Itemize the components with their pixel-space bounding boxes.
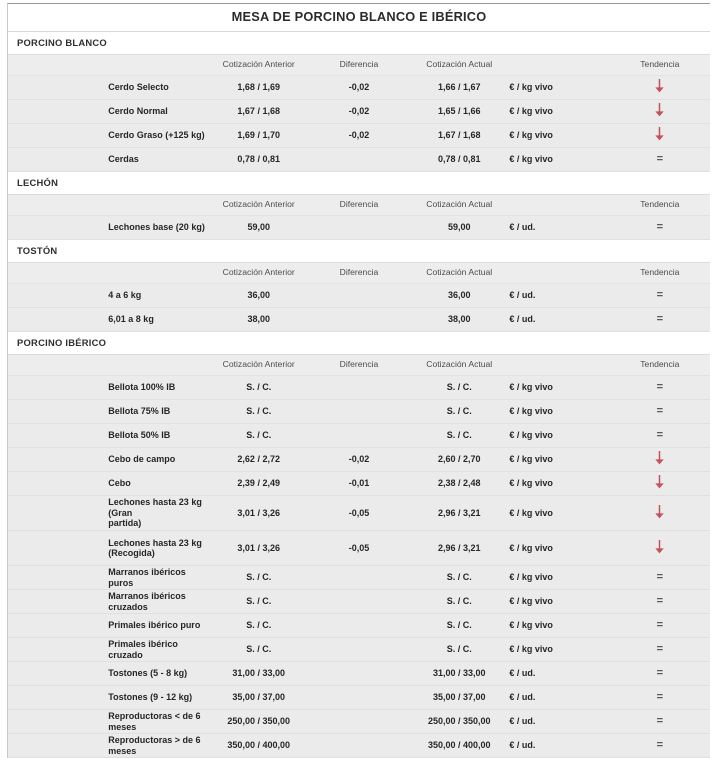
column-header-spacer xyxy=(8,195,108,216)
row-spacer xyxy=(8,448,108,472)
row-concept-name xyxy=(108,496,208,531)
table-row xyxy=(8,76,710,100)
column-header-spacer xyxy=(8,55,108,76)
row-previous-price: 250,00 / 350,00 xyxy=(209,710,309,734)
row-previous-price: S. / C. xyxy=(209,424,309,448)
equals-icon xyxy=(610,148,710,172)
row-difference xyxy=(309,566,409,590)
row-difference: -0,01 xyxy=(309,472,409,496)
row-previous-price: 3,01 / 3,26 xyxy=(209,496,309,531)
row-spacer xyxy=(8,216,108,240)
row-unit: € / kg vivo xyxy=(509,424,609,448)
row-current-price: 1,66 / 1,67 xyxy=(409,76,509,100)
row-spacer xyxy=(8,308,108,332)
equals-icon-glyph: = xyxy=(656,643,664,655)
section-title: PORCINO IBÉRICO xyxy=(8,332,710,355)
row-unit: € / kg vivo xyxy=(509,148,609,172)
row-spacer xyxy=(8,100,108,124)
table-row xyxy=(8,734,710,758)
equals-icon xyxy=(610,376,710,400)
row-concept-line: Tostones (5 - 8 kg) xyxy=(108,668,188,679)
equals-icon-glyph: = xyxy=(656,153,664,165)
row-current-price: S. / C. xyxy=(409,566,509,590)
section-header-row xyxy=(8,32,710,55)
row-spacer xyxy=(8,710,108,734)
row-difference xyxy=(309,400,409,424)
row-current-price: S. / C. xyxy=(409,424,509,448)
equals-icon-glyph: = xyxy=(656,595,664,607)
table-row xyxy=(8,472,710,496)
column-header-current: Cotización Actual xyxy=(409,263,509,284)
table-row xyxy=(8,216,710,240)
equals-icon xyxy=(610,308,710,332)
equals-icon xyxy=(610,424,710,448)
row-difference: -0,02 xyxy=(309,124,409,148)
row-previous-price: 2,39 / 2,49 xyxy=(209,472,309,496)
row-current-price: S. / C. xyxy=(409,614,509,638)
arrow-down-icon-glyph xyxy=(654,451,665,465)
table-row xyxy=(8,566,710,590)
column-header-previous: Cotización Anterior xyxy=(209,195,309,216)
row-spacer xyxy=(8,400,108,424)
row-concept-line: partida) xyxy=(108,518,142,529)
row-spacer xyxy=(8,686,108,710)
row-current-price: S. / C. xyxy=(409,590,509,614)
arrow-down-icon-glyph xyxy=(654,79,665,93)
column-header-trend: Tendencia xyxy=(610,263,710,284)
equals-icon-glyph: = xyxy=(656,405,664,417)
row-current-price: 0,78 / 0,81 xyxy=(409,148,509,172)
row-concept-line: Reproductoras > de 6 meses xyxy=(108,735,201,756)
equals-icon-glyph: = xyxy=(656,381,664,393)
row-concept-line: Cebo xyxy=(108,478,131,489)
table-row xyxy=(8,100,710,124)
row-current-price: S. / C. xyxy=(409,638,509,662)
column-header-previous: Cotización Anterior xyxy=(209,55,309,76)
row-concept-name xyxy=(108,566,208,590)
arrow-down-icon xyxy=(610,496,710,531)
row-spacer xyxy=(8,531,108,566)
row-previous-price: 2,62 / 2,72 xyxy=(209,448,309,472)
row-current-price: S. / C. xyxy=(409,376,509,400)
row-previous-price: 1,67 / 1,68 xyxy=(209,100,309,124)
row-unit: € / ud. xyxy=(509,734,609,758)
row-spacer xyxy=(8,148,108,172)
row-difference xyxy=(309,662,409,686)
row-concept-name xyxy=(108,638,208,662)
row-spacer xyxy=(8,590,108,614)
row-difference xyxy=(309,308,409,332)
row-current-price: 2,96 / 3,21 xyxy=(409,496,509,531)
row-concept-name xyxy=(108,448,208,472)
arrow-down-icon xyxy=(610,124,710,148)
row-concept-name xyxy=(108,686,208,710)
table-row xyxy=(8,148,710,172)
equals-icon xyxy=(610,734,710,758)
row-previous-price: 350,00 / 400,00 xyxy=(209,734,309,758)
equals-icon-glyph: = xyxy=(656,715,664,727)
column-header-row xyxy=(8,263,710,284)
row-difference: -0,02 xyxy=(309,448,409,472)
row-unit: € / kg vivo xyxy=(509,531,609,566)
row-previous-price: 1,69 / 1,70 xyxy=(209,124,309,148)
row-concept-name xyxy=(108,710,208,734)
equals-icon-glyph: = xyxy=(656,571,664,583)
row-previous-price: S. / C. xyxy=(209,590,309,614)
row-concept-line: Primales ibérico cruzado xyxy=(108,639,178,660)
equals-icon xyxy=(610,638,710,662)
row-previous-price: S. / C. xyxy=(209,400,309,424)
row-previous-price: 1,68 / 1,69 xyxy=(209,76,309,100)
row-previous-price: 31,00 / 33,00 xyxy=(209,662,309,686)
column-header-difference: Diferencia xyxy=(309,263,409,284)
section-title: LECHÓN xyxy=(8,172,710,195)
equals-icon xyxy=(610,284,710,308)
column-header-unit xyxy=(509,263,609,284)
row-unit: € / ud. xyxy=(509,662,609,686)
equals-icon-glyph: = xyxy=(656,667,664,679)
row-concept-name xyxy=(108,472,208,496)
row-concept-line: Lechones hasta 23 kg xyxy=(108,537,202,548)
row-current-price: 1,65 / 1,66 xyxy=(409,100,509,124)
row-current-price: 38,00 xyxy=(409,308,509,332)
row-concept-name xyxy=(108,284,208,308)
row-previous-price: S. / C. xyxy=(209,566,309,590)
row-concept-line: Cerdas xyxy=(108,154,139,165)
row-concept-name xyxy=(108,216,208,240)
equals-icon-glyph: = xyxy=(656,313,664,325)
row-concept-line: Bellota 75% IB xyxy=(108,406,171,417)
row-current-price: 2,96 / 3,21 xyxy=(409,531,509,566)
row-difference xyxy=(309,590,409,614)
row-spacer xyxy=(8,376,108,400)
row-current-price: 250,00 / 350,00 xyxy=(409,710,509,734)
equals-icon-glyph: = xyxy=(656,619,664,631)
equals-icon xyxy=(610,686,710,710)
row-spacer xyxy=(8,124,108,148)
row-unit: € / ud. xyxy=(509,284,609,308)
table-row xyxy=(8,710,710,734)
row-current-price: 36,00 xyxy=(409,284,509,308)
row-current-price: 31,00 / 33,00 xyxy=(409,662,509,686)
row-unit: € / ud. xyxy=(509,308,609,332)
row-concept-line: Reproductoras < de 6 meses xyxy=(108,711,201,732)
table-row xyxy=(8,638,710,662)
equals-icon xyxy=(610,590,710,614)
row-unit: € / ud. xyxy=(509,216,609,240)
row-unit: € / kg vivo xyxy=(509,400,609,424)
table-row xyxy=(8,686,710,710)
row-concept-line: Cebo de campo xyxy=(108,454,176,465)
row-current-price: 350,00 / 400,00 xyxy=(409,734,509,758)
price-table xyxy=(8,4,710,758)
row-previous-price: S. / C. xyxy=(209,376,309,400)
row-concept-line: Cerdo Graso (+125 kg) xyxy=(108,130,205,141)
row-spacer xyxy=(8,614,108,638)
arrow-down-icon-glyph xyxy=(654,103,665,117)
row-previous-price: 3,01 / 3,26 xyxy=(209,531,309,566)
row-concept-line: Marranos ibéricos puros xyxy=(108,567,186,588)
row-concept-line: Primales ibérico puro xyxy=(108,620,201,631)
row-concept-name xyxy=(108,614,208,638)
row-unit: € / kg vivo xyxy=(509,376,609,400)
equals-icon xyxy=(610,614,710,638)
row-concept-name xyxy=(108,376,208,400)
equals-icon-glyph: = xyxy=(656,739,664,751)
table-row xyxy=(8,662,710,686)
column-header-spacer xyxy=(8,263,108,284)
column-header-current: Cotización Actual xyxy=(409,55,509,76)
row-concept-line: Tostones (9 - 12 kg) xyxy=(108,692,193,703)
row-spacer xyxy=(8,424,108,448)
row-concept-line: 4 a 6 kg xyxy=(108,290,142,301)
row-current-price: 59,00 xyxy=(409,216,509,240)
row-concept-name xyxy=(108,148,208,172)
table-row xyxy=(8,284,710,308)
row-difference xyxy=(309,216,409,240)
arrow-down-icon-glyph xyxy=(654,505,665,519)
row-concept-name xyxy=(108,308,208,332)
row-previous-price: S. / C. xyxy=(209,614,309,638)
row-concept-line: Bellota 50% IB xyxy=(108,430,171,441)
section-header-row xyxy=(8,240,710,263)
row-unit: € / ud. xyxy=(509,710,609,734)
row-previous-price: 35,00 / 37,00 xyxy=(209,686,309,710)
row-difference xyxy=(309,734,409,758)
equals-icon xyxy=(610,710,710,734)
row-unit: € / kg vivo xyxy=(509,566,609,590)
row-concept-line: Marranos ibéricos cruzados xyxy=(108,591,186,612)
column-header-row xyxy=(8,355,710,376)
row-spacer xyxy=(8,76,108,100)
row-current-price: 1,67 / 1,68 xyxy=(409,124,509,148)
arrow-down-icon-glyph xyxy=(654,540,665,554)
row-concept-name xyxy=(108,424,208,448)
row-difference: -0,05 xyxy=(309,496,409,531)
equals-icon xyxy=(610,400,710,424)
row-current-price: 35,00 / 37,00 xyxy=(409,686,509,710)
column-header-concept xyxy=(108,263,208,284)
arrow-down-icon xyxy=(610,531,710,566)
row-unit: € / kg vivo xyxy=(509,472,609,496)
section-header-row xyxy=(8,172,710,195)
row-previous-price: 0,78 / 0,81 xyxy=(209,148,309,172)
row-difference xyxy=(309,284,409,308)
row-previous-price: 59,00 xyxy=(209,216,309,240)
arrow-down-icon xyxy=(610,448,710,472)
column-header-unit xyxy=(509,55,609,76)
column-header-trend: Tendencia xyxy=(610,355,710,376)
row-concept-line: Cerdo Normal xyxy=(108,106,168,117)
row-spacer xyxy=(8,472,108,496)
row-spacer xyxy=(8,734,108,758)
row-unit: € / kg vivo xyxy=(509,100,609,124)
row-spacer xyxy=(8,284,108,308)
row-unit: € / kg vivo xyxy=(509,124,609,148)
column-header-difference: Diferencia xyxy=(309,195,409,216)
row-previous-price: 36,00 xyxy=(209,284,309,308)
table-title-row xyxy=(8,4,710,32)
arrow-down-icon-glyph xyxy=(654,127,665,141)
equals-icon-glyph: = xyxy=(656,221,664,233)
row-difference: -0,02 xyxy=(309,76,409,100)
page-title: MESA DE PORCINO BLANCO E IBÉRICO xyxy=(8,4,710,32)
row-difference xyxy=(309,710,409,734)
column-header-row xyxy=(8,195,710,216)
row-current-price: 2,38 / 2,48 xyxy=(409,472,509,496)
row-spacer xyxy=(8,662,108,686)
row-unit: € / kg vivo xyxy=(509,638,609,662)
column-header-row xyxy=(8,55,710,76)
price-table-body xyxy=(8,4,710,758)
table-row xyxy=(8,124,710,148)
row-difference xyxy=(309,614,409,638)
row-difference xyxy=(309,148,409,172)
row-concept-line: Lechones hasta 23 kg (Gran xyxy=(108,497,202,518)
table-row xyxy=(8,590,710,614)
table-row xyxy=(8,400,710,424)
column-header-current: Cotización Actual xyxy=(409,195,509,216)
column-header-concept xyxy=(108,55,208,76)
table-row xyxy=(8,496,710,531)
table-row xyxy=(8,531,710,566)
row-spacer xyxy=(8,638,108,662)
section-header-row xyxy=(8,332,710,355)
price-board xyxy=(7,3,710,758)
row-difference xyxy=(309,424,409,448)
row-unit: € / kg vivo xyxy=(509,590,609,614)
row-concept-name xyxy=(108,734,208,758)
section-title: PORCINO BLANCO xyxy=(8,32,710,55)
row-unit: € / kg vivo xyxy=(509,496,609,531)
column-header-concept xyxy=(108,195,208,216)
row-current-price: S. / C. xyxy=(409,400,509,424)
equals-icon-glyph: = xyxy=(656,289,664,301)
column-header-current: Cotización Actual xyxy=(409,355,509,376)
table-row xyxy=(8,448,710,472)
row-concept-line: (Recogida) xyxy=(108,548,155,558)
column-header-spacer xyxy=(8,355,108,376)
equals-icon-glyph: = xyxy=(656,691,664,703)
row-concept-line: 6,01 a 8 kg xyxy=(108,314,154,325)
table-row xyxy=(8,376,710,400)
column-header-unit xyxy=(509,355,609,376)
table-row xyxy=(8,614,710,638)
row-difference xyxy=(309,638,409,662)
arrow-down-icon xyxy=(610,472,710,496)
row-concept-line: Lechones base (20 kg) xyxy=(108,222,205,233)
equals-icon xyxy=(610,216,710,240)
row-concept-name xyxy=(108,590,208,614)
column-header-previous: Cotización Anterior xyxy=(209,355,309,376)
column-header-concept xyxy=(108,355,208,376)
row-concept-line: Bellota 100% IB xyxy=(108,382,176,393)
equals-icon-glyph: = xyxy=(656,429,664,441)
row-previous-price: S. / C. xyxy=(209,638,309,662)
row-difference xyxy=(309,686,409,710)
row-spacer xyxy=(8,566,108,590)
column-header-trend: Tendencia xyxy=(610,55,710,76)
equals-icon xyxy=(610,662,710,686)
row-difference xyxy=(309,376,409,400)
section-title: TOSTÓN xyxy=(8,240,710,263)
row-concept-name xyxy=(108,662,208,686)
row-concept-name xyxy=(108,76,208,100)
row-current-price: 2,60 / 2,70 xyxy=(409,448,509,472)
arrow-down-icon-glyph xyxy=(654,475,665,489)
column-header-previous: Cotización Anterior xyxy=(209,263,309,284)
column-header-trend: Tendencia xyxy=(610,195,710,216)
row-concept-name xyxy=(108,400,208,424)
row-unit: € / kg vivo xyxy=(509,76,609,100)
column-header-unit xyxy=(509,195,609,216)
row-unit: € / ud. xyxy=(509,686,609,710)
table-row xyxy=(8,424,710,448)
row-unit: € / kg vivo xyxy=(509,614,609,638)
arrow-down-icon xyxy=(610,100,710,124)
row-previous-price: 38,00 xyxy=(209,308,309,332)
equals-icon xyxy=(610,566,710,590)
row-concept-name xyxy=(108,531,208,566)
arrow-down-icon xyxy=(610,76,710,100)
row-concept-name xyxy=(108,124,208,148)
row-unit: € / kg vivo xyxy=(509,448,609,472)
table-row xyxy=(8,308,710,332)
row-spacer xyxy=(8,496,108,531)
row-difference: -0,02 xyxy=(309,100,409,124)
row-concept-name xyxy=(108,100,208,124)
row-difference: -0,05 xyxy=(309,531,409,566)
row-concept-line: Cerdo Selecto xyxy=(108,82,169,93)
column-header-difference: Diferencia xyxy=(309,55,409,76)
column-header-difference: Diferencia xyxy=(309,355,409,376)
